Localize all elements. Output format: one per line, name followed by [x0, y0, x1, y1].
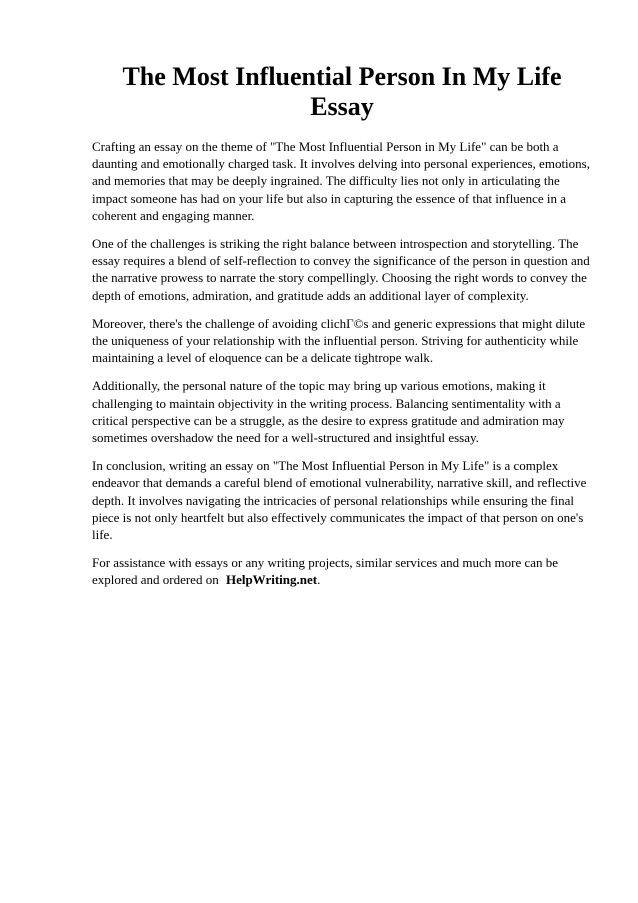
paragraph-1: Crafting an essay on the theme of "The Most Influential Person in My Life" can be both a daunting and emotionally charged task. It involves delving into personal experiences, emotions, and memories that may be deeply ingrained. The difficulty lies not only in articulating the impact someone has had on your life but also in capturing the essence of that influence in a coherent and engaging manner.	[92, 139, 590, 223]
paragraph-4: Additionally, the personal nature of the topic may bring up various emotions, making it challenging to maintain objectivity in the writing process. Balancing sentimentality with a critical perspective can be a struggle, as the desire to express gratitude and admiration may sometimes overshadow the need for a well-structured and insightful essay.	[92, 378, 565, 446]
closing-paragraph	[92, 554, 592, 588]
paragraph-5: In conclusion, writing an essay on "The Most Influential Person in My Life" is a complex endeavor that demands a careful blend of emotional vulnerability, narrative skill, and reflective depth. It involves navigating the intricacies of personal relationships while ensuring the final piece is not only heartfelt but also effectively communicates the impact of that person on one's life.	[92, 458, 587, 543]
paragraph-3: Moreover, there's the challenge of avoiding clichГ©s and generic expressions that might dilute the uniqueness of your relationship with the influential person. Striving for authenticity while maintaining a level of eloquence can be a delicate tightrope walk.	[92, 315, 586, 366]
closing-text: For assistance with essays or any writing projects, similar services and much more can be explored and ordered on	[92, 555, 559, 588]
paragraph-2: One of the challenges is striking the right balance between introspection and storytelling. The essay requires a blend of self-reflection to convey the significance of the person in question and the narrative prowess to narrate the story compellingly. Choosing the right words to convey the depth of emotions, admiration, and gratitude adds an additional layer of complexity.	[92, 236, 590, 303]
closing-suffix: .	[317, 572, 321, 588]
document-title: The Most Influential Person In My Life Essay	[122, 62, 562, 121]
helpwriting-link[interactable]: HelpWriting.net	[225, 572, 318, 588]
